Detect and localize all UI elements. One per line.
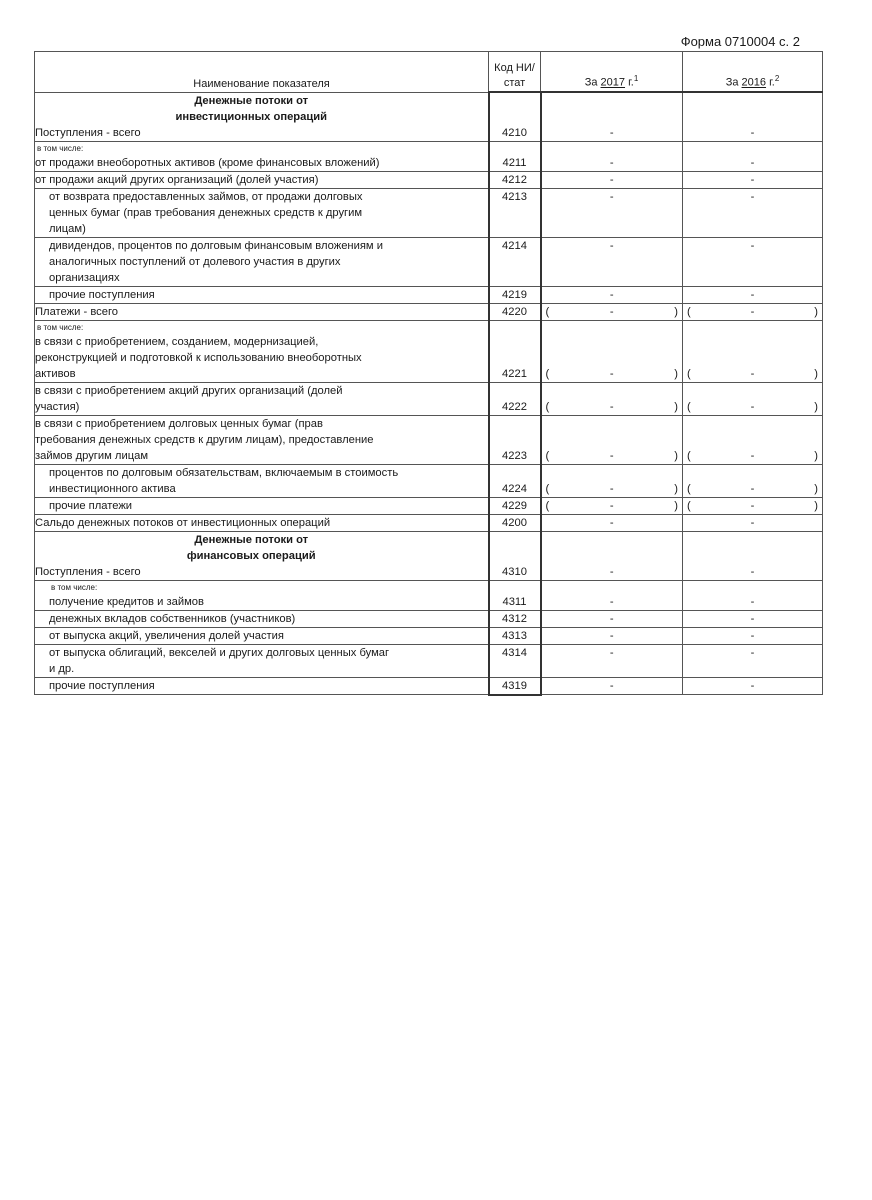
value-2016: ( - ) xyxy=(683,464,823,497)
row-label: в том числе: в связи с приобретением, созданием, модернизацией, реконструкцией и подготовкой к использованию внеоборотных активов xyxy=(35,320,489,382)
value-2016: ( - ) xyxy=(683,382,823,415)
value-2017: - xyxy=(541,92,683,141)
row-label: Денежные потоки от инвестиционных операций Поступления - всего xyxy=(35,92,489,141)
value-2017: - xyxy=(541,141,683,171)
table-header-row xyxy=(35,52,823,93)
row-code: 4213 xyxy=(489,188,541,237)
value-2016: - xyxy=(683,171,823,188)
header-year-2017: За 2017 г.$^1$ xyxy=(541,52,683,93)
row-label: в связи с приобретением долговых ценных бумаг (прав требования денежных средств к другим лицам), предоставление займов другим лицам xyxy=(35,415,489,464)
value-2017: - xyxy=(541,188,683,237)
table-row xyxy=(35,92,823,141)
row-label: прочие платежи xyxy=(35,497,489,514)
row-code: 4214 xyxy=(489,237,541,286)
row-code: 4310 xyxy=(489,531,541,580)
row-code: 4229 xyxy=(489,497,541,514)
value-2016: - xyxy=(683,237,823,286)
value-2017: - xyxy=(541,610,683,627)
value-2016: ( - ) xyxy=(683,415,823,464)
header-indicator-name: Наименование показателя xyxy=(35,52,489,93)
table-row xyxy=(35,415,823,464)
value-2017: ( - ) xyxy=(541,303,683,320)
value-2017: - xyxy=(541,286,683,303)
row-label: прочие поступления xyxy=(35,677,489,695)
row-label: дивидендов, процентов по долговым финансовым вложениям и аналогичных поступлений от долевого участия в других организациях xyxy=(35,237,489,286)
table-row xyxy=(35,580,823,610)
value-2017: - xyxy=(541,514,683,531)
row-label: Сальдо денежных потоков от инвестиционных операций xyxy=(35,514,489,531)
row-code: 4313 xyxy=(489,627,541,644)
value-2017: ( - ) xyxy=(541,497,683,514)
row-label: Денежные потоки от финансовых операций Поступления - всего xyxy=(35,531,489,580)
row-code: 4210 xyxy=(489,92,541,141)
value-2016: ( - ) xyxy=(683,303,823,320)
row-code: 4311 xyxy=(489,580,541,610)
table-row xyxy=(35,644,823,677)
value-2017: ( - ) xyxy=(541,382,683,415)
row-label: прочие поступления xyxy=(35,286,489,303)
value-2016: - xyxy=(683,141,823,171)
table-row xyxy=(35,610,823,627)
row-code: 4211 xyxy=(489,141,541,171)
table-row xyxy=(35,464,823,497)
row-label: от выпуска акций, увеличения долей участия xyxy=(35,627,489,644)
row-code: 4224 xyxy=(489,464,541,497)
row-code: 4200 xyxy=(489,514,541,531)
value-2016: - xyxy=(683,286,823,303)
row-code: 4222 xyxy=(489,382,541,415)
row-code: 4312 xyxy=(489,610,541,627)
table-row xyxy=(35,531,823,580)
cash-flow-table xyxy=(34,51,823,696)
table-row xyxy=(35,320,823,382)
value-2017: - xyxy=(541,237,683,286)
row-code: 4223 xyxy=(489,415,541,464)
table-row xyxy=(35,286,823,303)
row-code: 4314 xyxy=(489,644,541,677)
row-label: Платежи - всего xyxy=(35,303,489,320)
table-row xyxy=(35,514,823,531)
table-row xyxy=(35,303,823,320)
row-code: 4219 xyxy=(489,286,541,303)
table-row xyxy=(35,497,823,514)
row-label: в связи с приобретением акций других организаций (долей участия) xyxy=(35,382,489,415)
row-label: от выпуска облигаций, векселей и других долговых ценных бумаг и др. xyxy=(35,644,489,677)
value-2017: - xyxy=(541,531,683,580)
header-year-2016: За 2016 г.$^2$ xyxy=(683,52,823,93)
row-code: 4220 xyxy=(489,303,541,320)
table-row xyxy=(35,171,823,188)
value-2016: - xyxy=(683,677,823,695)
value-2016: - xyxy=(683,580,823,610)
table-row xyxy=(35,627,823,644)
value-2016: ( - ) xyxy=(683,497,823,514)
row-code: 4221 xyxy=(489,320,541,382)
value-2017: - xyxy=(541,627,683,644)
table-row xyxy=(35,188,823,237)
value-2017: - xyxy=(541,171,683,188)
value-2016: - xyxy=(683,644,823,677)
table-row xyxy=(35,677,823,695)
value-2016: - xyxy=(683,627,823,644)
row-label: денежных вкладов собственников (участников) xyxy=(35,610,489,627)
value-2017: ( - ) xyxy=(541,415,683,464)
value-2016: ( - ) xyxy=(683,320,823,382)
value-2017: ( - ) xyxy=(541,464,683,497)
value-2016: - xyxy=(683,188,823,237)
value-2017: - xyxy=(541,677,683,695)
value-2017: ( - ) xyxy=(541,320,683,382)
table-row xyxy=(35,141,823,171)
row-code: 4319 xyxy=(489,677,541,695)
table-row xyxy=(35,237,823,286)
value-2017: - xyxy=(541,580,683,610)
row-code: 4212 xyxy=(489,171,541,188)
row-label: от продажи акций других организаций (долей участия) xyxy=(35,171,489,188)
row-label: в том числе: получение кредитов и займов xyxy=(35,580,489,610)
row-label: от возврата предоставленных займов, от продажи долговых ценных бумаг (прав требования денежных средств к другим лицам) xyxy=(35,188,489,237)
row-label: процентов по долговым обязательствам, включаемым в стоимость инвестиционного актива xyxy=(35,464,489,497)
value-2016: - xyxy=(683,531,823,580)
table-row xyxy=(35,382,823,415)
form-number: Форма 0710004 с. 2 xyxy=(680,34,800,49)
value-2016: - xyxy=(683,610,823,627)
header-code: Код НИ/ стат xyxy=(489,52,541,93)
value-2016: - xyxy=(683,514,823,531)
row-label: в том числе: от продажи внеоборотных активов (кроме финансовых вложений) xyxy=(35,141,489,171)
value-2017: - xyxy=(541,644,683,677)
value-2016: - xyxy=(683,92,823,141)
